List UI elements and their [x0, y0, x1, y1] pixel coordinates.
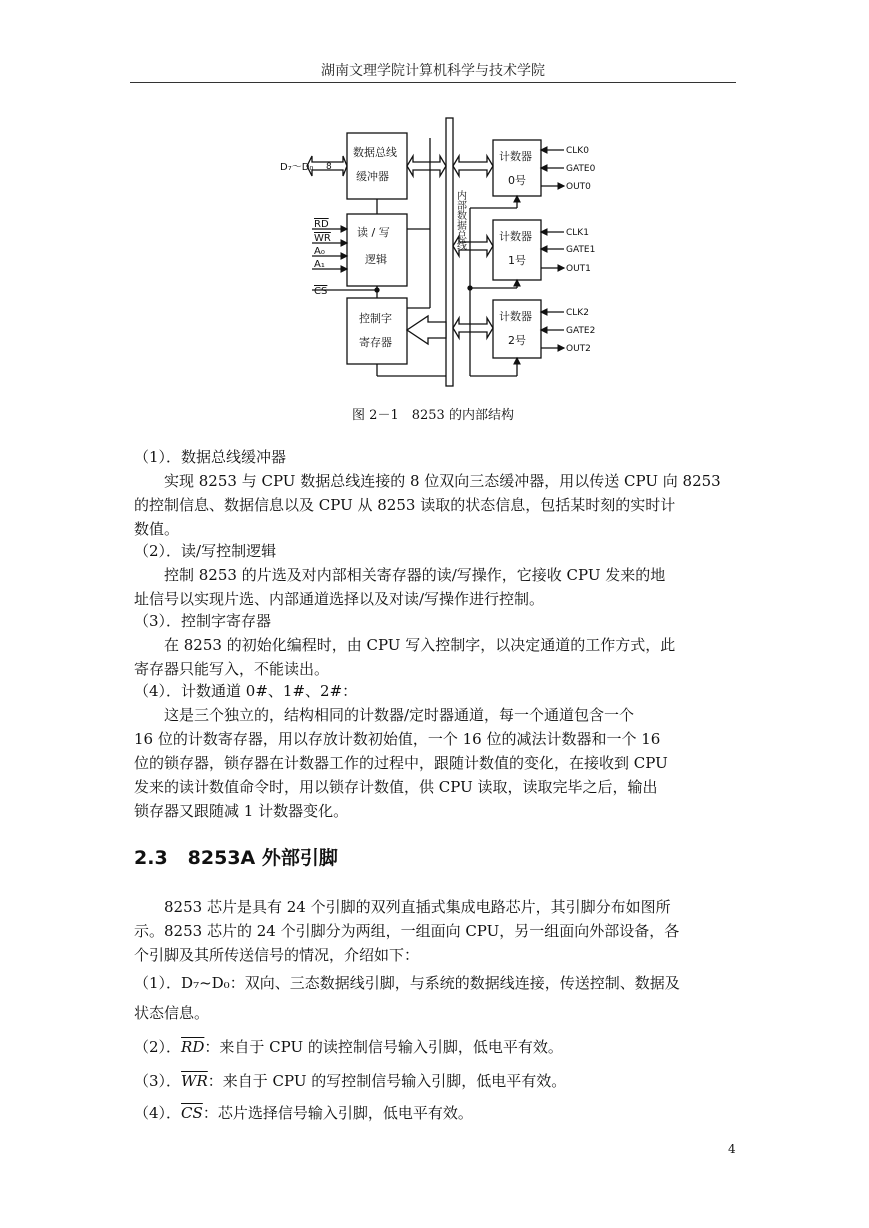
item-heading: （2）．读/写控制逻辑 — [134, 542, 277, 560]
item-text: ：芯片选择信号输入引脚，低电平有效。 — [202, 1104, 473, 1122]
signal-rd: $\overline{RD}$ — [181, 1038, 205, 1056]
label-c1-2: 1号 — [508, 254, 526, 267]
item-prefix: （2）． — [134, 1038, 182, 1056]
paragraph-line: 示。8253 芯片的 24 个引脚分为两组，一组面向 CPU，另一组面向外部设备，各 — [134, 922, 680, 940]
paragraph-line: （1）．D₇~D₀：双向、三态数据线引脚，与系统的数据线连接，传送控制、数据及 — [134, 974, 680, 992]
section-title: 8253A 外部引脚 — [187, 847, 338, 869]
8253-internal-structure-diagram — [280, 118, 596, 393]
label-internal-bus: 内部数据总线 — [454, 190, 466, 250]
paragraph-line: 位的锁存器，锁存器在计数器工作的过程中，跟随计数值的变化，在接收到 CPU — [134, 754, 668, 772]
paragraph-line: 的控制信息、数据信息以及 CPU 从 8253 读取的状态信息，包括某时刻的实时计 — [134, 496, 676, 514]
item-heading: （3）．控制字寄存器 — [134, 612, 272, 630]
pin-description-rd — [134, 1036, 736, 1058]
label-c1-1: 计数器 — [499, 230, 532, 243]
label-rw-2: 逻辑 — [365, 253, 387, 266]
label-buffer-1: 数据总线 — [353, 146, 397, 159]
paragraph-line: 16 位的计数寄存器，用以存放计数初始值，一个 16 位的减法计数器和一个 16 — [134, 730, 661, 748]
item-prefix: （4）． — [134, 1104, 182, 1122]
label-c2-1: 计数器 — [499, 310, 532, 323]
label-clk1: CLK1 — [566, 228, 589, 238]
item-text: ：来自于 CPU 的写控制信号输入引脚，低电平有效。 — [207, 1072, 567, 1090]
paragraph-line: 个引脚及其所传送信号的情况，介绍如下： — [134, 946, 420, 964]
paragraph-line: 控制 8253 的片选及对内部相关寄存器的读/写操作，它接收 CPU 发来的地 — [134, 566, 666, 584]
label-rw-1: 读 / 写 — [357, 226, 390, 239]
label-ctrl-2: 寄存器 — [359, 336, 392, 349]
label-wr: WR — [314, 233, 331, 244]
paragraph-line: 发来的读计数值命令时，用以锁存计数值，供 CPU 读取，读取完毕之后，输出 — [134, 778, 658, 796]
data-bus-buffer-box — [347, 133, 407, 199]
label-gate1: GATE1 — [566, 245, 596, 255]
label-rd: RD — [314, 219, 329, 230]
label-a0: A₀ — [314, 246, 325, 257]
label-buffer-2: 缓冲器 — [356, 170, 389, 183]
label-gate0: GATE0 — [566, 164, 596, 174]
figure-caption: 图 2－1 8253 的内部结构 — [352, 408, 514, 423]
label-bus-width: 8 — [326, 162, 332, 172]
pin-description-cs — [134, 1102, 736, 1124]
label-ctrl-1: 控制字 — [359, 312, 392, 325]
label-out2: OUT2 — [566, 344, 591, 354]
item-heading: （4）．计数通道 0#、1#、2#： — [134, 682, 358, 700]
item-text: ：来自于 CPU 的读控制信号输入引脚，低电平有效。 — [204, 1038, 563, 1056]
label-clk0: CLK0 — [566, 146, 589, 156]
header-rule — [130, 82, 736, 83]
label-clk2: CLK2 — [566, 308, 589, 318]
paragraph-line: 址信号以实现片选、内部通道选择以及对读/写操作进行控制。 — [134, 590, 545, 608]
paragraph-line: 寄存器只能写入，不能读出。 — [134, 660, 330, 678]
counter-2-box — [493, 300, 541, 358]
paragraph-line: 实现 8253 与 CPU 数据总线连接的 8 位双向三态缓冲器，用以传送 CPU 向 8253 — [134, 472, 721, 490]
label-cs: CS — [314, 286, 328, 297]
paragraph-line: 在 8253 的初始化编程时，由 CPU 写入控制字，以决定通道的工作方式，此 — [134, 636, 676, 654]
label-out1: OUT1 — [566, 264, 591, 274]
label-gate2: GATE2 — [566, 326, 596, 336]
label-c0-1: 计数器 — [499, 150, 532, 163]
paragraph-line: 状态信息。 — [134, 1004, 210, 1022]
paragraph-line: 数值。 — [134, 520, 180, 538]
label-a1: A₁ — [314, 259, 325, 270]
control-word-register-box — [347, 298, 407, 364]
rw-logic-box — [347, 214, 407, 286]
counter-0-box — [493, 140, 541, 196]
paragraph-line: 8253 芯片是具有 24 个引脚的双列直插式集成电路芯片，其引脚分布如图所 — [134, 898, 671, 916]
section-heading — [134, 843, 338, 870]
internal-bus-bar — [446, 118, 453, 386]
signal-wr: $\overline{WR}$ — [181, 1072, 208, 1090]
label-c0-2: 0号 — [508, 174, 526, 187]
item-heading: （1）．数据总线缓冲器 — [134, 448, 287, 466]
page-header: 湖南文理学院计算机科学与技术学院 — [321, 63, 545, 79]
section-number: 2.3 — [134, 847, 168, 869]
paragraph-line: 这是三个独立的，结构相同的计数器/定时器通道，每一个通道包含一个 — [134, 706, 635, 724]
item-prefix: （3）． — [134, 1072, 182, 1090]
signal-cs: $\overline{CS}$ — [181, 1104, 203, 1122]
label-data-in: D₇～D₀ — [280, 162, 314, 173]
label-out0: OUT0 — [566, 182, 591, 192]
pin-description-wr — [134, 1070, 736, 1092]
paragraph-line: 锁存器又跟随减 1 计数器变化。 — [134, 802, 349, 820]
counter-1-box — [493, 220, 541, 280]
page-number: 4 — [728, 1142, 736, 1156]
label-c2-2: 2号 — [508, 334, 526, 347]
